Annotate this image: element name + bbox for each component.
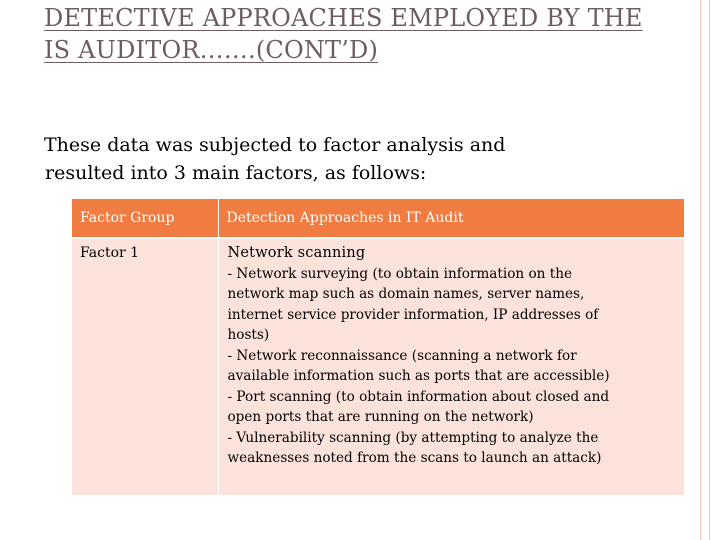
approach-line: weaknesses noted from the scans to launch an attack) [227,450,602,466]
approach-line: network map such as domain names, server names, [227,286,585,302]
approach-line: hosts) [227,327,270,343]
factor-cell: Factor 1 [72,238,218,495]
table-header-row [72,199,684,238]
approach-line: - Vulnerability scanning (by attempting to analyze the [227,429,599,446]
approach-line: open ports that are running on the network) [227,409,534,425]
decorative-rule-outer [709,0,710,540]
decorative-rule-inner [700,0,701,540]
approach-line: - Network surveying (to obtain information on the [227,265,573,282]
approach-line: - Port scanning (to obtain information about closed and [227,388,610,405]
approach-line: available information such as ports that are accessible) [227,368,610,384]
intro-line-1: These data was subjected to factor analysis and [44,134,506,156]
slide-title: DETECTIVE APPROACHES EMPLOYED BY THE IS AUDITOR…….(CONT’D) [44,4,643,64]
column-header-factor-group: Factor Group [72,199,218,238]
approach-line: - Network reconnaissance (scanning a network for [227,347,577,364]
factor-table [72,199,684,495]
column-header-detection-approaches: Detection Approaches in IT Audit [218,199,684,238]
approach-line: internet service provider information, IP addresses of [227,306,599,323]
approaches-cell [218,238,684,495]
intro-line-2: resulted into 3 main factors, as follows: [45,162,427,184]
table-row [72,238,684,495]
approach-heading: Network scanning [227,245,366,261]
intro-paragraph [44,131,664,187]
